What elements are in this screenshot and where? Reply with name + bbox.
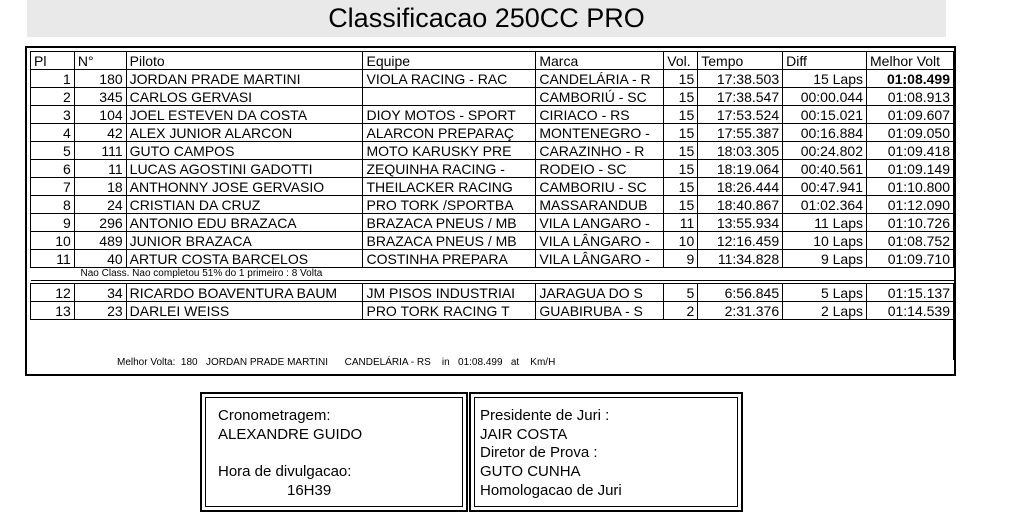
cell-piloto: CARLOS GERVASI bbox=[126, 88, 363, 106]
table-row bbox=[31, 196, 954, 214]
cell-marca: CARAZINHO - R bbox=[536, 142, 664, 160]
cell-position: 13 bbox=[31, 302, 75, 320]
cell-number: 23 bbox=[74, 302, 126, 320]
col-header-number: N° bbox=[74, 52, 126, 70]
cell-piloto: JORDAN PRADE MARTINI bbox=[126, 70, 363, 88]
director-name: GUTO CUNHA bbox=[480, 463, 581, 480]
cell-marca: CAMBORIU - SC bbox=[536, 178, 664, 196]
cell-marca: VILA LÂNGARO - bbox=[536, 232, 664, 250]
cell-number: 104 bbox=[74, 106, 126, 124]
cell-position: 12 bbox=[31, 284, 75, 302]
cell-number: 34 bbox=[74, 284, 126, 302]
cell-diff: 00:40.561 bbox=[783, 160, 867, 178]
cell-voltas: 15 bbox=[664, 142, 698, 160]
cell-number: 18 bbox=[74, 178, 126, 196]
cell-equipe: ALARCON PREPARAÇ bbox=[363, 124, 536, 142]
table-row bbox=[31, 88, 954, 106]
homologation-label: Homologacao de Juri bbox=[480, 482, 622, 499]
table-row bbox=[31, 178, 954, 196]
table-row bbox=[31, 142, 954, 160]
table-spacer bbox=[31, 320, 954, 361]
cell-marca: RODEIO - SC bbox=[536, 160, 664, 178]
jury-label: Presidente de Juri : bbox=[480, 407, 610, 424]
col-header-diff: Diff bbox=[783, 52, 867, 70]
cell-number: 40 bbox=[74, 250, 126, 268]
cell-number: 489 bbox=[74, 232, 126, 250]
cell-equipe: PRO TORK /SPORTBA bbox=[363, 196, 536, 214]
cell-melhor-volta: 01:08.913 bbox=[867, 88, 954, 106]
cell-number: 11 bbox=[74, 160, 126, 178]
timing-label: Cronometragem: bbox=[218, 407, 331, 424]
cell-voltas: 15 bbox=[664, 196, 698, 214]
col-header-equipe: Equipe bbox=[363, 52, 536, 70]
not-classified-note-row bbox=[31, 268, 954, 281]
release-time: 16H39 bbox=[287, 482, 332, 499]
cell-equipe: COSTINHA PREPARA bbox=[363, 250, 536, 268]
cell-marca: JARAGUA DO S bbox=[536, 284, 664, 302]
cell-marca: VILA LÂNGARO - bbox=[536, 250, 664, 268]
table-row bbox=[31, 284, 954, 302]
cell-piloto: ARTUR COSTA BARCELOS bbox=[126, 250, 363, 268]
cell-melhor-volta: 01:09.710 bbox=[867, 250, 954, 268]
table-row bbox=[31, 302, 954, 320]
timing-name: ALEXANDRE GUIDO bbox=[218, 426, 363, 443]
cell-marca: CAMBORIÚ - SC bbox=[536, 88, 664, 106]
cell-voltas: 10 bbox=[664, 232, 698, 250]
release-label: Hora de divulgacao: bbox=[218, 463, 352, 480]
cell-number: 296 bbox=[74, 214, 126, 232]
cell-tempo: 13:55.934 bbox=[698, 214, 783, 232]
cell-position: 7 bbox=[31, 178, 75, 196]
cell-melhor-volta: 01:14.539 bbox=[867, 302, 954, 320]
cell-piloto: ANTONIO EDU BRAZACA bbox=[126, 214, 363, 232]
cell-melhor-volta: 01:09.418 bbox=[867, 142, 954, 160]
cell-equipe: VIOLA RACING - RAC bbox=[363, 70, 536, 88]
cell-melhor-volta: 01:09.050 bbox=[867, 124, 954, 142]
cell-melhor-volta: 01:10.800 bbox=[867, 178, 954, 196]
cell-tempo: 2:31.376 bbox=[698, 302, 783, 320]
cell-melhor-volta: 01:08.752 bbox=[867, 232, 954, 250]
cell-position: 11 bbox=[31, 250, 75, 268]
col-header-marca: Marca bbox=[536, 52, 664, 70]
cell-diff: 00:00.044 bbox=[783, 88, 867, 106]
table-row bbox=[31, 70, 954, 88]
director-label: Diretor de Prova : bbox=[480, 444, 598, 461]
cell-voltas: 15 bbox=[664, 160, 698, 178]
cell-diff: 00:24.802 bbox=[783, 142, 867, 160]
cell-voltas: 15 bbox=[664, 70, 698, 88]
cell-marca: VILA LANGARO - bbox=[536, 214, 664, 232]
cell-melhor-volta: 01:15.137 bbox=[867, 284, 954, 302]
cell-melhor-volta: 01:08.499 bbox=[867, 70, 954, 88]
cell-position: 2 bbox=[31, 88, 75, 106]
cell-piloto: DARLEI WEISS bbox=[126, 302, 363, 320]
cell-diff: 01:02.364 bbox=[783, 196, 867, 214]
table-row bbox=[31, 160, 954, 178]
table-row bbox=[31, 106, 954, 124]
cell-piloto: JOEL ESTEVEN DA COSTA bbox=[126, 106, 363, 124]
cell-diff: 00:16.884 bbox=[783, 124, 867, 142]
not-classified-note: Nao Class. Nao completou 51% do 1 primeiro : 8 Volta bbox=[80, 268, 323, 279]
timing-box bbox=[200, 392, 468, 512]
cell-equipe: MOTO KARUSKY PRE bbox=[363, 142, 536, 160]
cell-melhor-volta: 01:10.726 bbox=[867, 214, 954, 232]
cell-position: 6 bbox=[31, 160, 75, 178]
cell-piloto: JUNIOR BRAZACA bbox=[126, 232, 363, 250]
cell-voltas: 15 bbox=[664, 106, 698, 124]
page-title: Classificacao 250CC PRO bbox=[328, 3, 645, 33]
cell-equipe: BRAZACA PNEUS / MB bbox=[363, 232, 536, 250]
cell-number: 42 bbox=[74, 124, 126, 142]
cell-marca: CIRIACO - RS bbox=[536, 106, 664, 124]
cell-diff: 9 Laps bbox=[783, 250, 867, 268]
cell-position: 5 bbox=[31, 142, 75, 160]
cell-diff: 11 Laps bbox=[783, 214, 867, 232]
table-row bbox=[31, 214, 954, 232]
table-row bbox=[31, 124, 954, 142]
cell-tempo: 17:55.387 bbox=[698, 124, 783, 142]
cell-piloto: ANTHONNY JOSE GERVASIO bbox=[126, 178, 363, 196]
cell-voltas: 15 bbox=[664, 178, 698, 196]
results-table bbox=[30, 51, 954, 360]
jury-name: JAIR COSTA bbox=[480, 426, 568, 443]
cell-diff: 15 Laps bbox=[783, 70, 867, 88]
cell-diff: 00:15.021 bbox=[783, 106, 867, 124]
cell-equipe: DIOY MOTOS - SPORT bbox=[363, 106, 536, 124]
cell-voltas: 15 bbox=[664, 88, 698, 106]
cell-number: 345 bbox=[74, 88, 126, 106]
cell-position: 8 bbox=[31, 196, 75, 214]
cell-number: 111 bbox=[74, 142, 126, 160]
cell-marca: MASSARANDUB bbox=[536, 196, 664, 214]
cell-piloto: RICARDO BOAVENTURA BAUM bbox=[126, 284, 363, 302]
cell-diff: 10 Laps bbox=[783, 232, 867, 250]
cell-melhor-volta: 01:12.090 bbox=[867, 196, 954, 214]
cell-diff: 5 Laps bbox=[783, 284, 867, 302]
cell-position: 3 bbox=[31, 106, 75, 124]
cell-equipe: JM PISOS INDUSTRIAI bbox=[363, 284, 536, 302]
cell-equipe: PRO TORK RACING T bbox=[363, 302, 536, 320]
cell-tempo: 17:38.503 bbox=[698, 70, 783, 88]
cell-piloto: ALEX JUNIOR ALARCON bbox=[126, 124, 363, 142]
col-header-tempo: Tempo bbox=[698, 52, 783, 70]
cell-tempo: 11:34.828 bbox=[698, 250, 783, 268]
cell-equipe bbox=[363, 88, 536, 106]
col-header-melhor-volta: Melhor Volt bbox=[867, 52, 954, 70]
best-lap-summary: Melhor Volta: 180 JORDAN PRADE MARTINI CANDELÁRIA - RS in 01:08.499 at Km/H bbox=[117, 357, 556, 368]
cell-position: 1 bbox=[31, 70, 75, 88]
col-header-voltas: Vol. bbox=[664, 52, 698, 70]
cell-tempo: 18:26.444 bbox=[698, 178, 783, 196]
results-box bbox=[25, 46, 956, 376]
cell-marca: GUABIRUBA - S bbox=[536, 302, 664, 320]
cell-voltas: 9 bbox=[664, 250, 698, 268]
cell-tempo: 18:03.305 bbox=[698, 142, 783, 160]
cell-tempo: 17:53.524 bbox=[698, 106, 783, 124]
cell-melhor-volta: 01:09.149 bbox=[867, 160, 954, 178]
header-row bbox=[31, 52, 954, 70]
cell-tempo: 18:19.064 bbox=[698, 160, 783, 178]
table-row bbox=[31, 232, 954, 250]
cell-diff: 2 Laps bbox=[783, 302, 867, 320]
cell-piloto: CRISTIAN DA CRUZ bbox=[126, 196, 363, 214]
cell-position: 9 bbox=[31, 214, 75, 232]
cell-tempo: 17:38.547 bbox=[698, 88, 783, 106]
cell-equipe: THEILACKER RACING bbox=[363, 178, 536, 196]
cell-position: 10 bbox=[31, 232, 75, 250]
cell-voltas: 11 bbox=[664, 214, 698, 232]
cell-melhor-volta: 01:09.607 bbox=[867, 106, 954, 124]
cell-tempo: 12:16.459 bbox=[698, 232, 783, 250]
cell-marca: MONTENEGRO - bbox=[536, 124, 664, 142]
officials-box bbox=[469, 392, 743, 512]
cell-marca: CANDELÁRIA - R bbox=[536, 70, 664, 88]
cell-number: 180 bbox=[74, 70, 126, 88]
cell-tempo: 6:56.845 bbox=[698, 284, 783, 302]
table-row bbox=[31, 250, 954, 268]
cell-voltas: 5 bbox=[664, 284, 698, 302]
cell-equipe: BRAZACA PNEUS / MB bbox=[363, 214, 536, 232]
cell-piloto: GUTO CAMPOS bbox=[126, 142, 363, 160]
col-header-pl: Pl bbox=[31, 52, 75, 70]
col-header-piloto: Piloto bbox=[126, 52, 363, 70]
cell-voltas: 2 bbox=[664, 302, 698, 320]
cell-position: 4 bbox=[31, 124, 75, 142]
cell-number: 24 bbox=[74, 196, 126, 214]
cell-piloto: LUCAS AGOSTINI GADOTTI bbox=[126, 160, 363, 178]
cell-diff: 00:47.941 bbox=[783, 178, 867, 196]
cell-voltas: 15 bbox=[664, 124, 698, 142]
cell-tempo: 18:40.867 bbox=[698, 196, 783, 214]
cell-equipe: ZEQUINHA RACING - bbox=[363, 160, 536, 178]
